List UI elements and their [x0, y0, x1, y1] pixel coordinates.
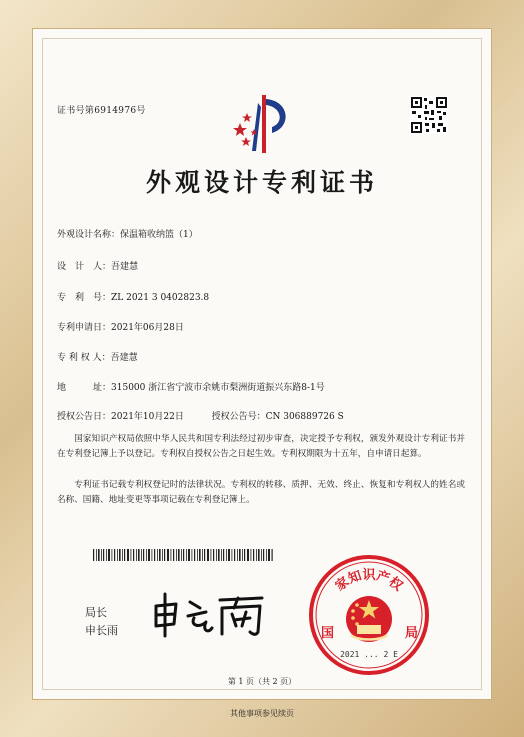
certificate-number: 证书号第6914976号: [57, 106, 146, 116]
announcement-no-value: CN 306889726 S: [265, 412, 344, 422]
paragraph-legal-status: 专利证书记载专利权登记时的法律状况。专利权的转移、质押、无效、终止、恢复和专利权人的姓名或名称、国籍、地址变更等事项记载在专利登记簿上。: [57, 480, 465, 505]
qr-code-icon: [410, 96, 448, 134]
field-value: ZL 2021 3 0402823.8: [111, 293, 210, 303]
cnipa-logo-icon: [232, 93, 292, 155]
field-value: 吾建慧: [111, 262, 139, 272]
seal-top-text: 家知识产权: [332, 568, 406, 595]
footer-note: 其他事项参见续页: [230, 709, 294, 718]
handwritten-signature: [150, 588, 280, 640]
field-label: 外观设计名称：: [57, 230, 121, 240]
announcement-date-label: 授权公告日：: [57, 412, 112, 422]
announcement-no-label: 授权公告号：: [211, 412, 266, 422]
field-address: [57, 380, 325, 393]
official-seal-icon: [307, 553, 431, 677]
field-label: 专利申请日：: [57, 323, 112, 333]
field-label: 设 计 人：: [57, 262, 112, 272]
field-label: 专 利 号：: [57, 293, 112, 303]
seal-left-text: 国: [321, 626, 335, 641]
paragraph-grant: 国家知识产权局依照中华人民共和国专利法经过初步审查，决定授予专利权，颁发外观设计专利证书并在专利登记簿上予以登记。专利权自授权公告之日起生效。专利权期限为十五年，自申请日起算。: [57, 434, 465, 459]
field-value: 吾建慧: [110, 353, 138, 363]
field-designer: [57, 259, 138, 272]
field-label: 专 利 权 人：: [57, 353, 111, 363]
signatory-title: 局长: [85, 606, 107, 619]
field-label: 地 址：: [57, 383, 112, 393]
announcement-date-value: 2021年10月22日: [111, 412, 184, 422]
field-value: 2021年06月28日: [111, 323, 184, 333]
field-patent-number: [57, 290, 209, 303]
seal-date-text: 2021 ... 2 E: [340, 650, 398, 659]
field-value: 保温箱收纳篮（1）: [120, 230, 198, 240]
field-patentee: [57, 350, 138, 363]
seal-right-text: 局: [405, 626, 419, 641]
signatory-name: 申长雨: [85, 624, 118, 637]
certificate-title: 外观设计专利证书: [145, 168, 378, 197]
announcement-row: [57, 409, 344, 422]
field-design-name: [57, 227, 198, 240]
page-number: 第 1 页（共 2 页）: [227, 677, 297, 686]
field-filing-date: [57, 320, 184, 333]
svg-text:家知识产权: [332, 567, 406, 595]
field-value: 315000 浙江省宁波市余姚市梨洲街道振兴东路8-1号: [111, 383, 325, 393]
barcode-icon: [93, 549, 273, 561]
